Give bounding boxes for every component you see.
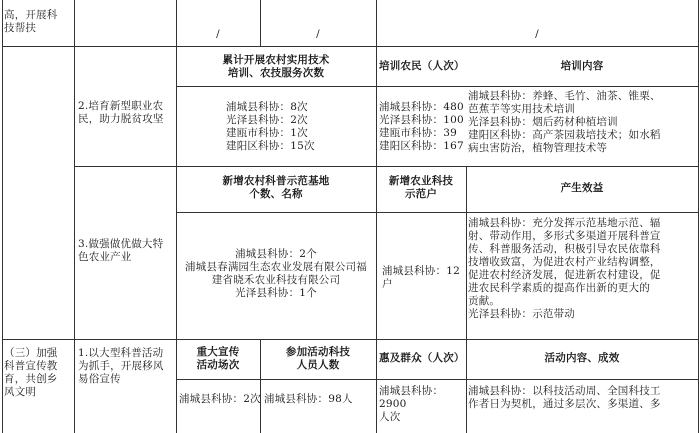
header-trained-farmers: 培训农民（人次）	[379, 60, 465, 72]
header-beneficiaries: 惠及群众（人次）	[379, 352, 465, 364]
header-training-content: 培训内容	[560, 60, 604, 72]
participants-values: 浦城县科协：98人	[264, 393, 353, 405]
header-cumulative-training: 累计开展农村实用技术 培训、农技服务次数	[222, 54, 330, 79]
col-line	[74, 0, 75, 433]
header-demo-households: 新增农业科技 示范户	[388, 175, 454, 200]
row-line	[2, 339, 698, 340]
slash-cell: /	[216, 28, 220, 40]
header-participants: 参加活动科技 人员人数	[285, 346, 351, 371]
demo-bases-values: 浦城县科协：2个 浦城县春满园生态农业发展有限公司福 建省晓禾农业科技有限公司 光泽县科协：1个	[185, 248, 367, 299]
item-3-label: 3.做强做优做大特 色农业产业	[78, 238, 164, 263]
cumulative-training-values: 浦城县科协：8次 光泽县科协：2次 建瓯市科协：1次 建阳区科协：15次	[226, 101, 315, 152]
item-2-label: 2.培育新型职业农 民，助力脱贫攻坚	[78, 100, 164, 125]
trained-farmers-values: 浦城县科协：480 光泽县科协：100 建瓯市科协：39 建阳区科协：167	[379, 101, 464, 152]
header-major-events: 重大宣传 活动场次	[196, 346, 240, 371]
row-line	[176, 86, 698, 87]
demo-households-values: 浦城县科协：12户	[382, 265, 460, 290]
row-line	[176, 212, 698, 213]
col-line	[698, 0, 699, 433]
row-line	[2, 46, 698, 47]
major-events-values: 浦城县科协：2次	[179, 393, 261, 405]
section-3-heading: （三）加强 科普宣传教 育，共创乡 风文明	[4, 347, 58, 398]
row-line	[74, 166, 698, 167]
row0-left-text: 高，开展科 技帮扶	[4, 9, 58, 34]
header-benefits: 产生效益	[560, 182, 604, 194]
slash-cell: /	[535, 28, 539, 40]
col-line	[376, 0, 377, 433]
beneficiaries-values: 浦城县科协：2900 人次	[379, 385, 444, 423]
slash-cell: /	[316, 28, 320, 40]
benefits-values: 浦城县科协：充分发挥示范基地示范、辐 射、带动作用，多形式多渠道开展科普宣 传、科普服务活动，积极引导农民依靠科 技增收致富，为促进农村产业结构调整， 促进农村经济发展，促进新农村建设，促 进农民科学素质的提高作出新的更大的 贡献。 光泽县科协：示范带动	[468, 217, 661, 320]
training-content-values: 浦城县科协：养蜂、毛竹、油茶、锥栗、 芭蕉芋等实用技术培训 光泽县科协：烟后药材种植培训 建阳区科协：高产茶园栽培技术；如水稻 病虫害防治，植物管理技术等	[468, 90, 661, 154]
activity-content-values: 浦城县科协：以科技活动周、全国科技工 作者日为契机，通过多层次、多渠道、多	[468, 385, 661, 410]
item-1-label: 1.以大型科普活动 为抓手，开展移风 易俗宣传	[78, 347, 164, 385]
header-activity-content: 活动内容、成效	[544, 352, 620, 364]
col-line	[2, 0, 3, 433]
row-line	[176, 379, 698, 380]
header-demo-bases: 新增农村科普示范基地 个数、名称	[222, 175, 330, 200]
